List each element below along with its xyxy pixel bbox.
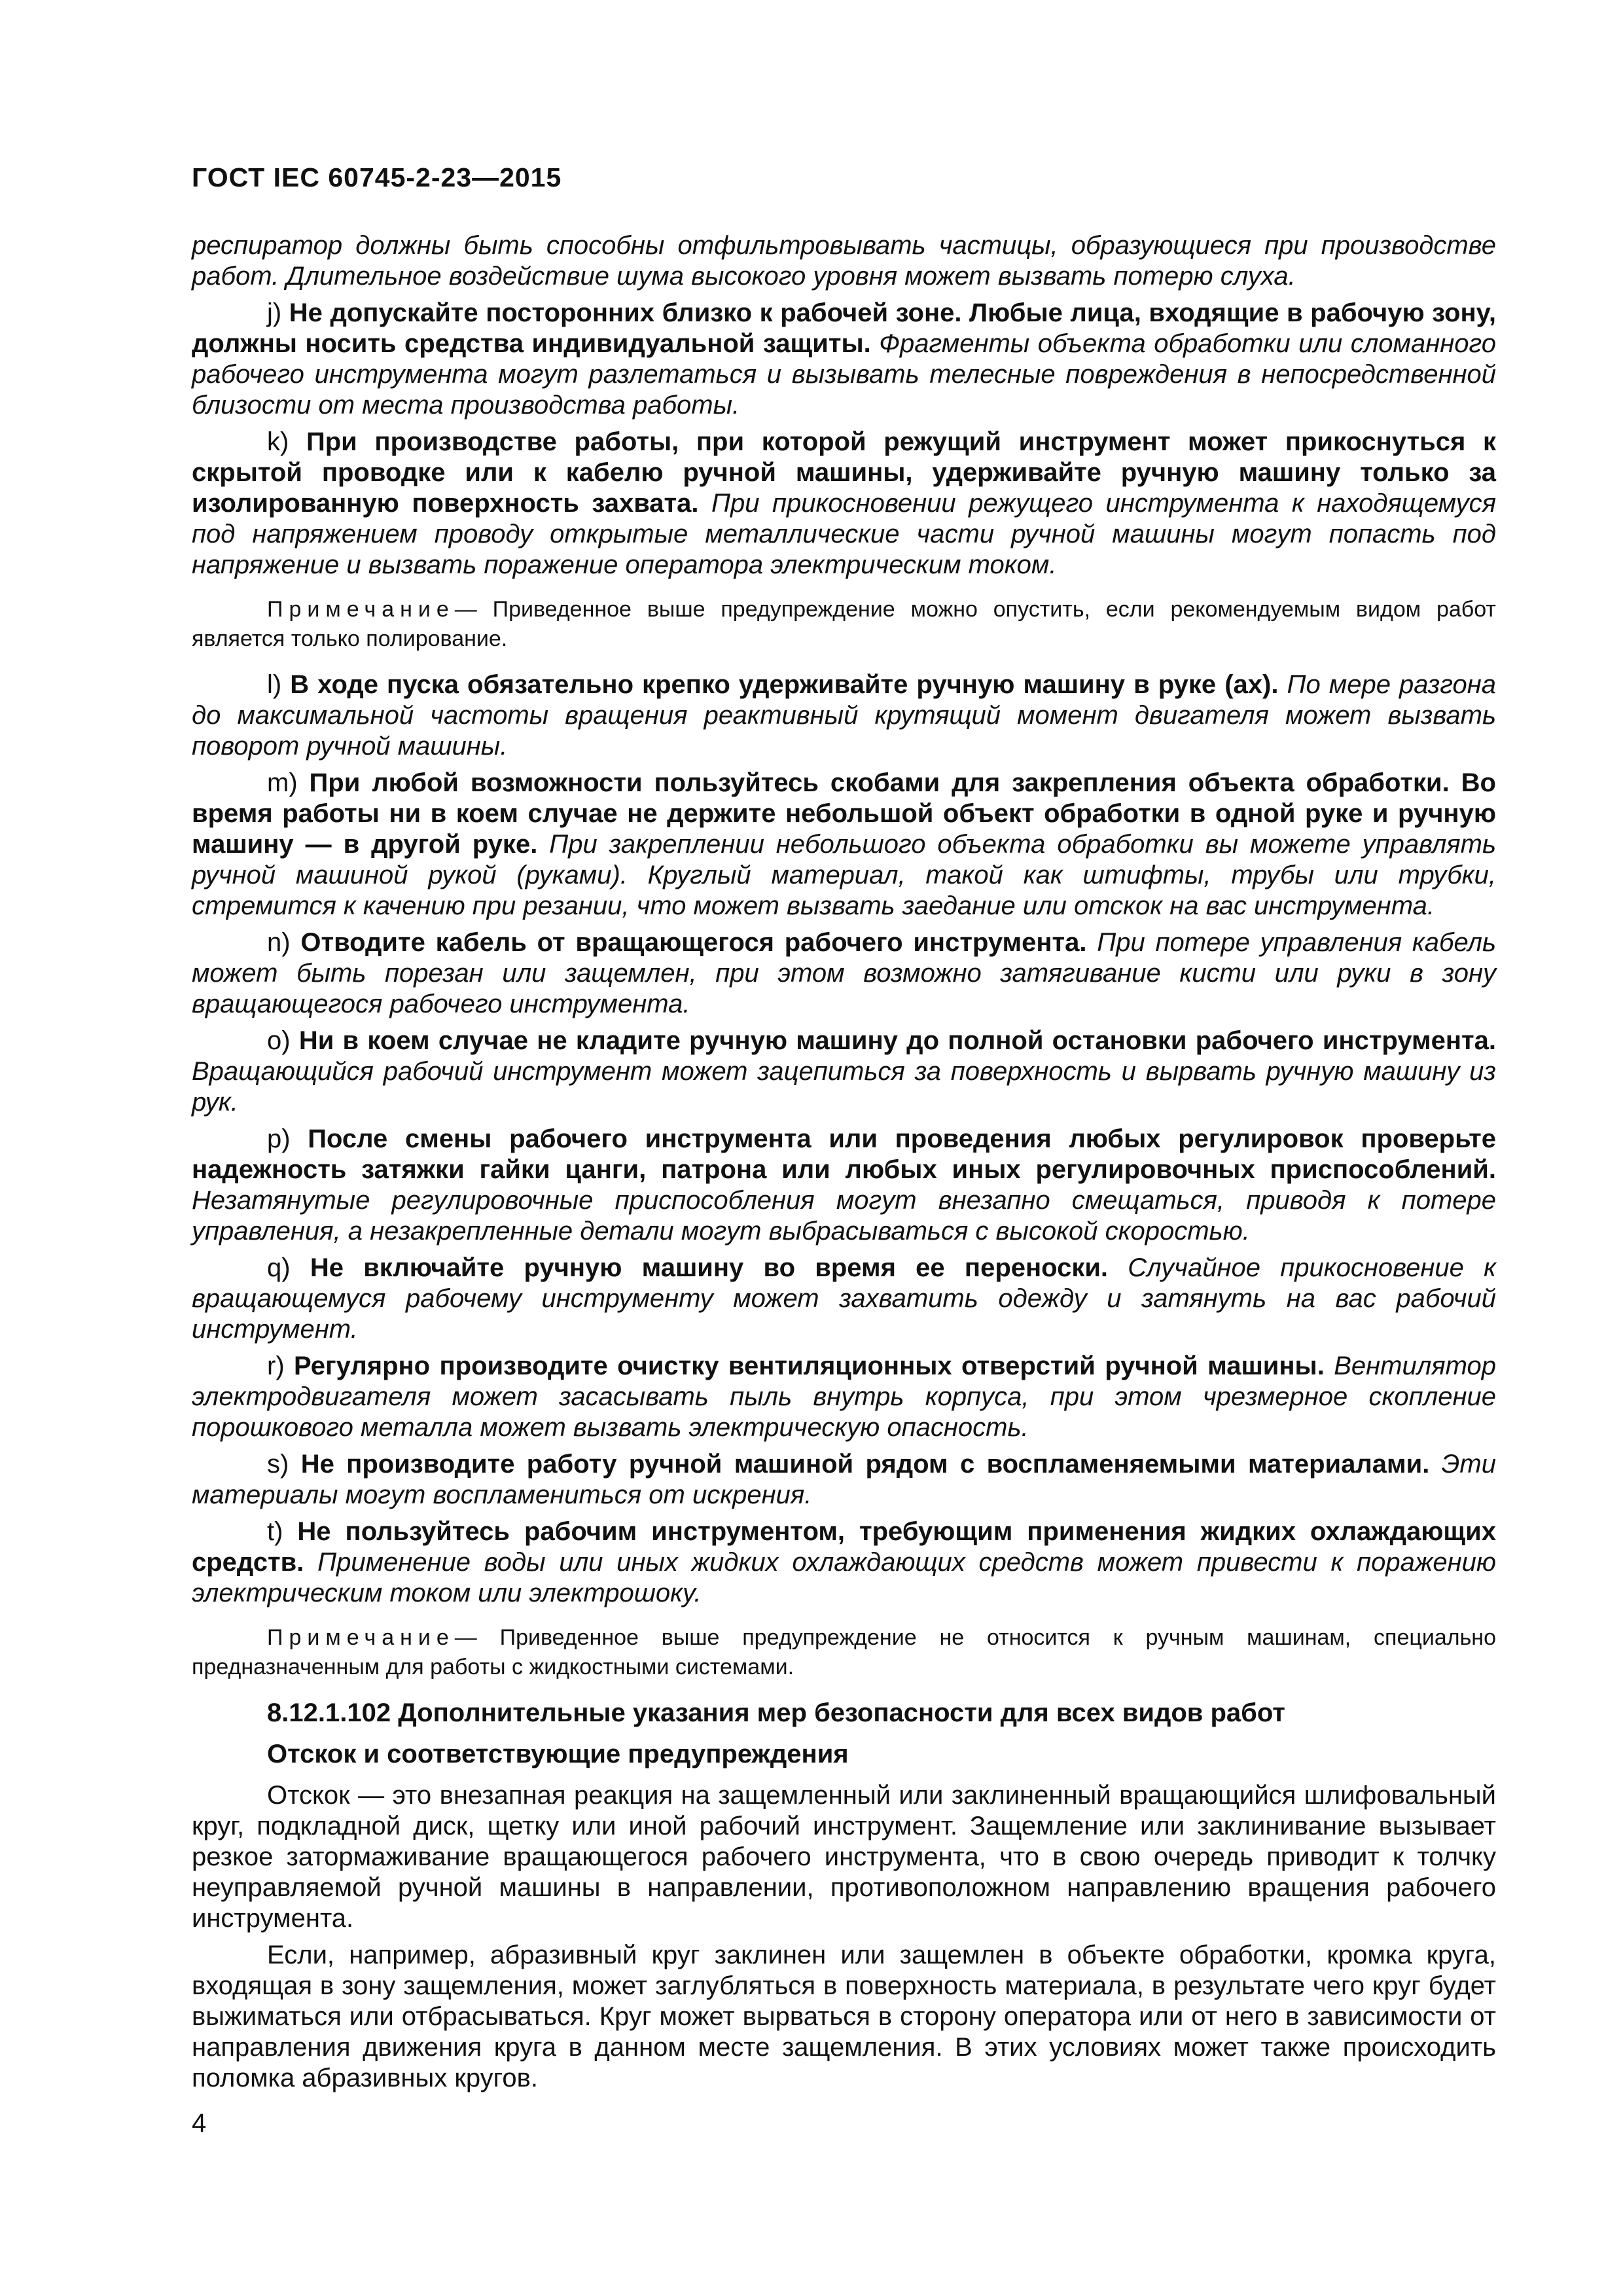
item-letter: l)	[267, 670, 282, 699]
list-item-k	[192, 427, 1496, 581]
list-item-o	[192, 1026, 1496, 1118]
item-explanation: При закреплении небольшого объекта обработки вы можете управлять ручной машиной рукой (руками). Круглый материал, такой как штифты, трубы или трубки, стремится к качению при резании, что может вызвать заедание или отскок на вас инструмента.	[192, 830, 1496, 920]
note-1	[192, 595, 1496, 654]
note-label: Примечание	[267, 1625, 455, 1650]
intro-paragraph: респиратор должны быть способны отфильтровывать частицы, образующиеся при производстве работ. Длительное воздействие шума высокого уровня может вызвать потерю слуха.	[192, 231, 1496, 291]
list-item-s	[192, 1449, 1496, 1511]
item-letter: r)	[267, 1352, 285, 1380]
list-item-t	[192, 1516, 1496, 1609]
item-warning: В ходе пуска обязательно крепко удерживайте ручную машину в руке (ах).	[290, 670, 1279, 699]
item-letter: n)	[267, 928, 291, 957]
note-2	[192, 1623, 1496, 1682]
item-warning: Ни в коем случае не кладите ручную машину до полной остановки рабочего инструмента.	[298, 1026, 1496, 1055]
item-letter: t)	[267, 1517, 283, 1546]
body-paragraph: Если, например, абразивный круг заклинен или защемлен в объекте обработки, кромка круга, входящая в зону защемления, может заглубляться в поверхность материала, в результате чего круг будет выжиматься или отбрасываться. Круг может вырваться в сторону оператора или от него в зависимости от направления движения круга в данном месте защемления. В этих условиях может также происходить поломка абразивных кругов.	[192, 1941, 1496, 2092]
document-header: ГОСТ IEC 60745-2-23—2015	[192, 162, 562, 192]
item-warning: Регулярно производите очистку вентиляционных отверстий ручной машины.	[294, 1352, 1325, 1380]
section-title: Дополнительные указания мер безопасности для всех видов работ	[398, 1698, 1285, 1727]
item-warning: Отводите кабель от вращающегося рабочего инструмента.	[300, 928, 1087, 957]
note-label: Примечание	[267, 597, 455, 622]
body-paragraph: Отскок — это внезапная реакция на защемленный или заклиненный вращающийся шлифовальный круг, подкладной диск, щетку или иной рабочий инструмент. Защемление или заклинивание вызывает резкое затормаживание вращающегося рабочего инструмента, что в свою очередь приводит к толчку неуправляемой ручной машины в направлении, противоположном направлению вращения рабочего инструмента.	[192, 1781, 1496, 1933]
note-text: — Приведенное выше предупреждение не относится к ручным машинам, специально предназначенным для работы с жидкостными системами.	[192, 1625, 1496, 1679]
list-item-m	[192, 768, 1496, 922]
note-text: — Приведенное выше предупреждение можно опустить, если рекомендуемым видом работ является только полирование.	[192, 597, 1496, 651]
item-warning: Не производите работу ручной машиной рядом с воспламеняемыми материалами.	[300, 1450, 1430, 1479]
page-number: 4	[192, 2109, 207, 2138]
item-letter: j)	[267, 298, 282, 327]
item-warning: Не включайте ручную машину во время ее переноски.	[310, 1253, 1109, 1282]
item-explanation: Вращающийся рабочий инструмент может зацепиться за поверхность и вырвать ручную машину из рук.	[192, 1057, 1496, 1117]
item-letter: k)	[267, 427, 289, 456]
item-letter: q)	[267, 1253, 291, 1282]
item-warning: При любой возможности пользуйтесь скобами для закрепления объекта обработки. Во время работы ни в коем случае не держите небольшой объект обработки в одной руке и ручную машину — в другой руке.	[192, 768, 1496, 859]
list-item-n	[192, 927, 1496, 1020]
item-explanation: По мере разгона до максимальной частоты вращения реактивный крутящий момент двигателя может вызвать поворот ручной машины.	[192, 670, 1497, 761]
item-explanation: При потере управления кабель может быть порезан или защемлен, при этом возможно затягивание кисти или руки в зону вращающегося рабочего инструмента.	[192, 928, 1496, 1018]
list-item-l	[192, 670, 1496, 762]
item-letter: o)	[267, 1026, 291, 1055]
section-heading	[192, 1698, 1496, 1729]
item-explanation: Случайное прикосновение к вращающемуся рабочему инструменту может захватить одежду и затянуть на вас рабочий инструмент.	[192, 1253, 1496, 1344]
item-explanation: Вентилятор электродвигателя может засасывать пыль внутрь корпуса, при этом чрезмерное скопление порошкового металла может вызвать электрическую опасность.	[192, 1352, 1496, 1442]
list-item-j	[192, 298, 1496, 421]
list-item-q	[192, 1253, 1496, 1345]
item-letter: m)	[267, 768, 298, 797]
section-number: 8.12.1.102	[267, 1698, 391, 1727]
item-letter: s)	[267, 1450, 289, 1479]
item-warning: При производстве работы, при которой режущий инструмент может прикоснуться к скрытой проводке или к кабелю ручной машины, удерживайте ручную машину только за изолированную поверхность захвата.	[192, 427, 1496, 518]
list-item-r	[192, 1351, 1496, 1443]
item-explanation: Фрагменты объекта обработки или сломанного рабочего инструмента могут разлетаться и вызывать телесные повреждения в непосредственной близости от места производства работы.	[192, 329, 1496, 420]
item-warning: Не пользуйтесь рабочим инструментом, требующим применения жидких охлаждающих средств.	[192, 1517, 1496, 1577]
document-body	[192, 230, 1496, 2100]
item-letter: p)	[267, 1124, 291, 1153]
section-subtitle: Отскок и соответствующие предупреждения	[267, 1740, 849, 1768]
item-warning: Не допускайте посторонних близко к рабочей зоне. Любые лица, входящие в рабочую зону, должны носить средства индивидуальной защиты.	[192, 298, 1496, 358]
item-explanation: Эти материалы могут воспламениться от искрения.	[192, 1450, 1496, 1509]
list-item-p	[192, 1124, 1496, 1247]
item-warning: После смены рабочего инструмента или проведения любых регулировок проверьте надежность затяжки гайки цанги, патрона или любых иных регулировочных приспособлений.	[192, 1124, 1496, 1184]
item-explanation: Применение воды или иных жидких охлаждающих средств может привести к поражению электрическим током или электрошоку.	[192, 1548, 1496, 1607]
item-explanation: Незатянутые регулировочные приспособления могут внезапно смещаться, приводя к потере управления, а незакрепленные детали могут выбрасываться с высокой скоростью.	[192, 1186, 1496, 1246]
item-explanation: При прикосновении режущего инструмента к находящемуся под напряжением проводу открытые металлические части ручной машины могут попасть под напряжение и вызвать поражение оператора электрическим током.	[192, 489, 1496, 579]
